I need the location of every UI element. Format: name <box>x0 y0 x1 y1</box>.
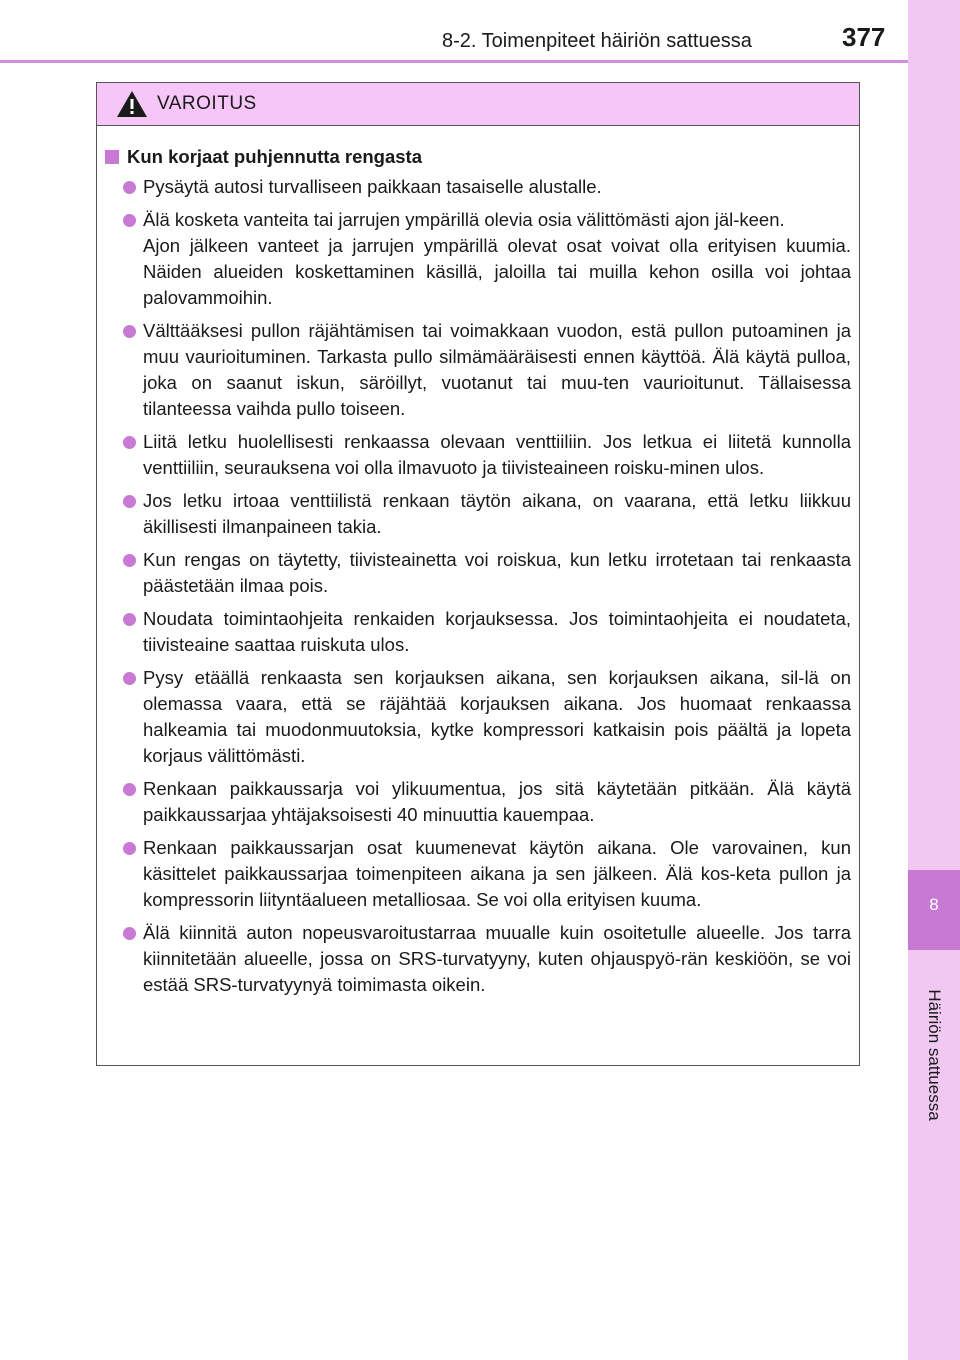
list-item: Noudata toimintaohjeita renkaiden korjauksessa. Jos toimintaohjeita ei noudateta, tiivisteaine saattaa ruiskuta ulos. <box>105 606 851 658</box>
warning-body <box>97 126 859 998</box>
bullet-dot-icon <box>123 181 136 194</box>
bullet-dot-icon <box>123 495 136 508</box>
warning-triangle-icon <box>115 89 149 119</box>
side-tab-label: Häiriön sattuessa <box>925 989 944 1121</box>
list-item: Älä kiinnitä auton nopeusvaroitustarraa muualle kuin osoitetulle alueelle. Jos tarra kiinnitetään alueelle, jossa on SRS-turvatyyny, kuten ohjauspyö-rän keskiöön, se voi estää SRS-turvatyynyä toimimasta oikein. <box>105 920 851 998</box>
list-item: Kun rengas on täytetty, tiivisteainetta voi roiskua, kun letku irrotetaan tai renkaasta päästetään ilmaa pois. <box>105 547 851 599</box>
warning-list <box>105 174 851 998</box>
warning-box <box>96 82 860 1066</box>
list-item: Älä kosketa vanteita tai jarrujen ympärillä olevia osia välittömästi ajon jäl-keen. Ajon jälkeen vanteet ja jarrujen ympärillä olevat osat voivat olla erityisen kuumia. Näiden alueiden koskettaminen käsillä, jaloilla tai muilla kehon osilla voi johtaa palovammoihin. <box>105 207 851 311</box>
warning-title: VAROITUS <box>157 93 257 114</box>
bullet-dot-icon <box>123 842 136 855</box>
list-item-continuation: Ajon jälkeen vanteet ja jarrujen ympärillä olevat osat voivat olla erityisen kuumia. Näiden alueiden koskettaminen käsillä, jaloilla tai muilla kehon osilla voi johtaa palovammoihin. <box>143 235 851 308</box>
bullet-dot-icon <box>123 927 136 940</box>
list-item: Pysäytä autosi turvalliseen paikkaan tasaiselle alustalle. <box>105 174 851 200</box>
header-divider <box>0 60 908 63</box>
page-number: 377 <box>842 22 886 52</box>
list-item: Pysy etäällä renkaasta sen korjauksen aikana, sen korjauksen aikana, sil-lä on olemassa vaara, että se räjähtää korjauksen aikana. Jos huomaat renkaassa halkeamia tai muodonmuutoksia, kytke kompressori katkaisin pois päältä ja lopeta korjaus välittömästi. <box>105 665 851 769</box>
warning-header <box>97 83 859 126</box>
section-heading <box>105 144 851 170</box>
bullet-dot-icon <box>123 214 136 227</box>
section-heading-text: Kun korjaat puhjennutta rengasta <box>127 146 423 167</box>
page-header-title: 8-2. Toimenpiteet häiriön sattuessa <box>442 30 752 52</box>
side-tab-chapter-number: 8 <box>908 870 960 950</box>
bullet-dot-icon <box>123 554 136 567</box>
bullet-dot-icon <box>123 613 136 626</box>
list-item: Jos letku irtoaa venttiilistä renkaan täytön aikana, on vaarana, että letku liikkuu äkillisesti ilmanpaineen takia. <box>105 488 851 540</box>
square-bullet-icon <box>105 150 119 164</box>
bullet-dot-icon <box>123 325 136 338</box>
bullet-dot-icon <box>123 436 136 449</box>
bullet-dot-icon <box>123 672 136 685</box>
list-item: Liitä letku huolellisesti renkaassa olevaan venttiiliin. Jos letkua ei liitetä kunnolla venttiiliin, seurauksena voi olla ilmavuoto ja tiivisteaineen roisku-minen ulos. <box>105 429 851 481</box>
list-item: Renkaan paikkaussarja voi ylikuumentua, jos sitä käytetään pitkään. Älä käytä paikkaussarjaa yhtäjaksoisesti 40 minuuttia kauempaa. <box>105 776 851 828</box>
list-item: Välttääksesi pullon räjähtämisen tai voimakkaan vuodon, estä pullon putoaminen ja muu vaurioituminen. Tarkasta pullo silmämääräisesti ennen käyttöä. Älä käytä pulloa, joka on saanut iskun, säröillyt, vuotanut tai muu-ten vaurioitunut. Tällaisessa tilanteessa vaihda pullo toiseen. <box>105 318 851 422</box>
list-item: Renkaan paikkaussarjan osat kuumenevat käytön aikana. Ole varovainen, kun käsittelet paikkaussarjaa toimenpiteen aikana ja sen jälkeen. Älä kos-keta pullon ja kompressorin liityntäalueen metalliosaa. Se voi olla erityisen kuuma. <box>105 835 851 913</box>
bullet-dot-icon <box>123 783 136 796</box>
